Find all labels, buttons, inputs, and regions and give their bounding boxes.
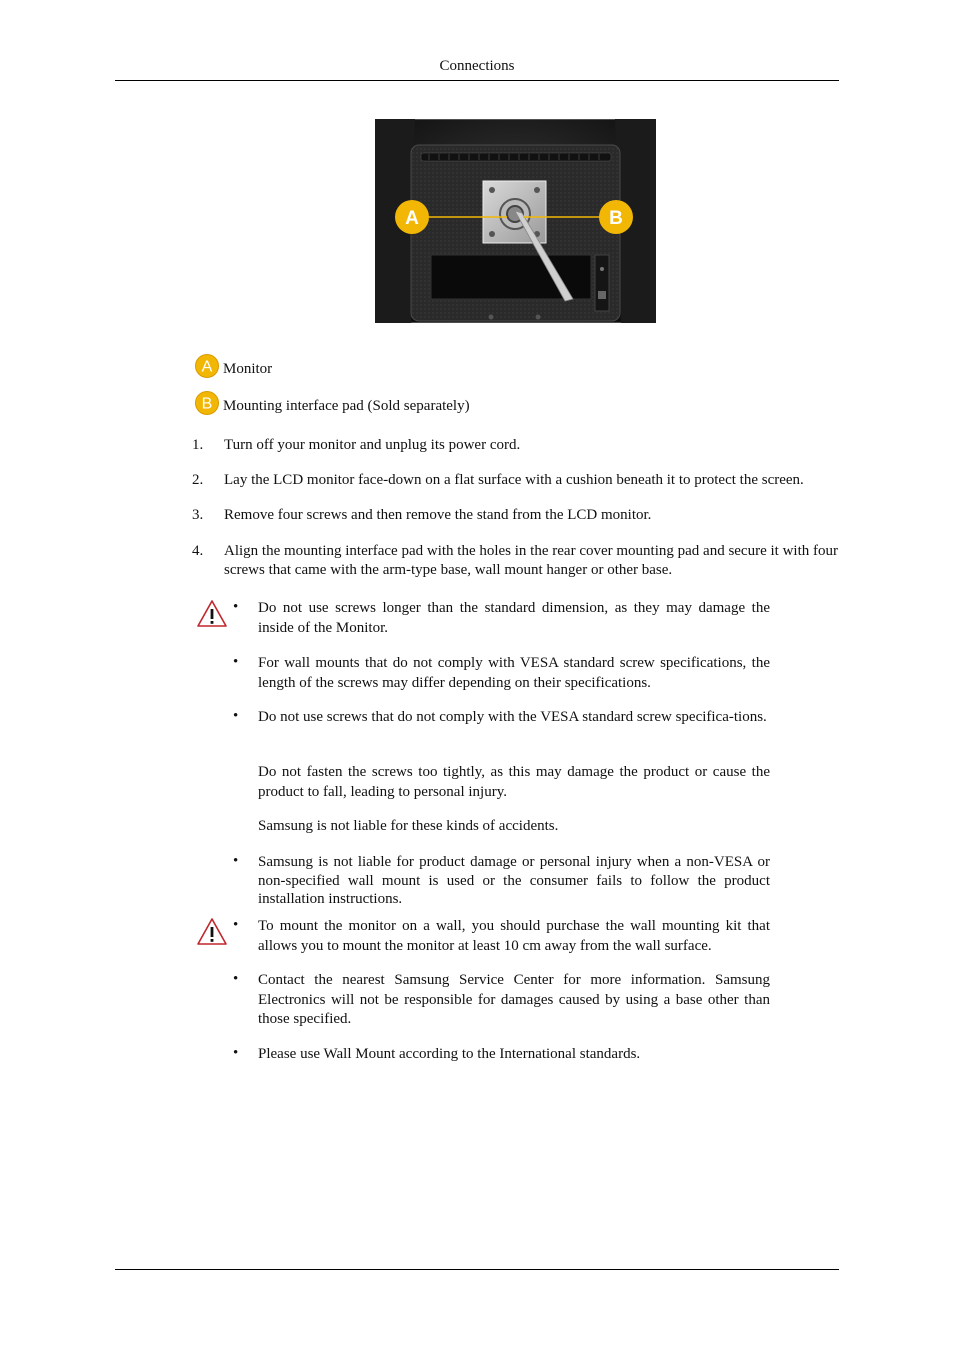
svg-text:A: A (201, 358, 213, 376)
step-text: Lay the LCD monitor face-down on a flat surface with a cushion beneath it to protect the screen. (224, 472, 804, 488)
bullet: • (233, 853, 239, 869)
step-number: 4. (192, 542, 204, 559)
step-number: 2. (192, 472, 204, 488)
bullet: • (233, 599, 239, 615)
legend-label-monitor: Monitor (223, 361, 273, 377)
installation-steps (192, 436, 852, 581)
step-item (192, 436, 852, 456)
step-number: 1. (192, 437, 204, 453)
step-text: Align the mounting interface pad with the holes in the rear cover mounting pad and secure it with four screws that came with the arm-type base, wall mount hanger or other base. (224, 542, 838, 578)
step-text: Remove four screws and then remove the stand from the LCD monitor. (224, 507, 652, 523)
badge-a-icon (195, 354, 219, 378)
bullet: • (233, 654, 239, 670)
header-rule (115, 80, 839, 81)
note-text: To mount the monitor on a wall, you should purchase the wall mounting kit that allows you to mount the monitor at least 10 cm away from the wall surface. (258, 918, 770, 954)
bullet: • (233, 708, 239, 724)
footer-rule (115, 1269, 839, 1270)
step-item (192, 542, 839, 581)
step-item (192, 471, 852, 491)
note-text: Do not use screws that do not comply with the VESA standard screw specifica-tions. (258, 709, 767, 725)
caution-icon (196, 917, 228, 945)
note-paragraph: Do not fasten the screws too tightly, as this may damage the product or cause the product to fall, leading to personal injury. (258, 764, 770, 800)
legend-item-mounting-pad (195, 389, 470, 415)
note-text: For wall mounts that do not comply with VESA standard screw specifications, the length of the screws may differ depending on their specifications. (258, 655, 770, 691)
note-text: Do not use screws longer than the standard dimension, as they may damage the inside of the Monitor. (258, 600, 770, 636)
note-paragraph: Samsung is not liable for these kinds of accidents. (258, 818, 559, 834)
note-text: Contact the nearest Samsung Service Center for more information. Samsung Electronics will not be responsible for damages caused by using a base other than those specified. (258, 972, 770, 1027)
bullet: • (233, 917, 239, 933)
step-number: 3. (192, 507, 204, 523)
note-text: Samsung is not liable for product damage or personal injury when a non-VESA or non-specified wall mount is used or the consumer fails to follow the product installation instructions. (258, 854, 770, 907)
bullet: • (233, 1045, 239, 1061)
badge-b-icon (195, 391, 219, 415)
monitor-rear-figure (375, 119, 656, 323)
note-text: Please use Wall Mount according to the International standards. (258, 1046, 641, 1062)
legend-label-mounting-pad: Mounting interface pad (Sold separately) (223, 398, 470, 414)
step-text: Turn off your monitor and unplug its power cord. (224, 437, 521, 453)
step-item (192, 506, 852, 526)
bullet: • (233, 971, 239, 987)
figure-badge-b-label: B (609, 208, 623, 229)
legend-item-monitor (195, 352, 272, 378)
page-header-title: Connections (439, 58, 515, 74)
caution-icon (196, 599, 228, 627)
svg-text:B: B (201, 395, 213, 413)
figure-badge-a-label: A (405, 208, 419, 229)
